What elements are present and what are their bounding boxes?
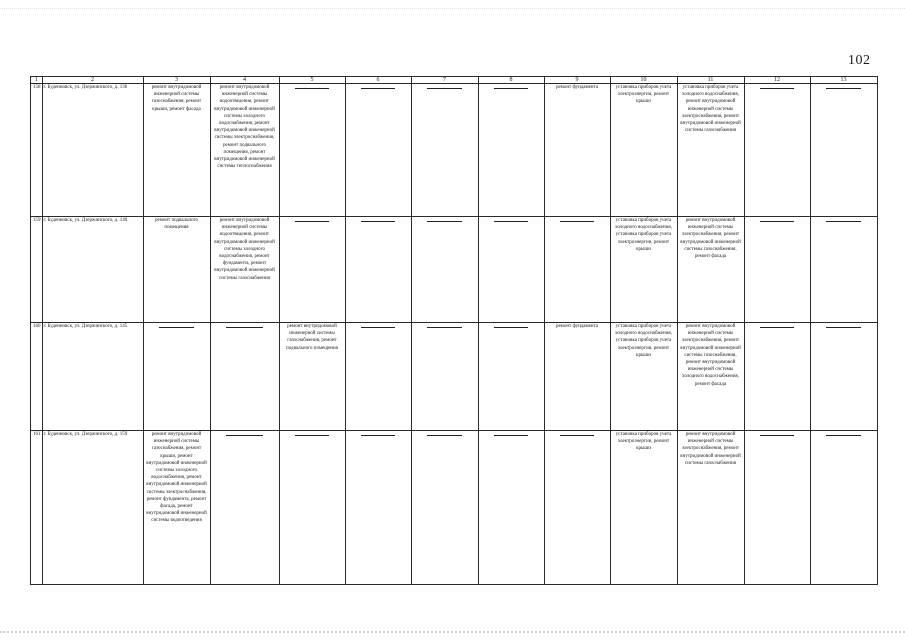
work-cell (210, 323, 279, 431)
empty-dash (427, 221, 462, 222)
column-number: 4 (210, 77, 279, 84)
column-number: 12 (744, 77, 810, 84)
work-cell: ремонт внутридомовой инженерной системы газоснабжения, ремонт крыши, ремонт фасада (143, 84, 210, 217)
work-cell (478, 323, 544, 431)
work-cell (744, 323, 810, 431)
column-number: 1 (31, 77, 43, 84)
empty-dash (226, 435, 262, 436)
empty-dash (361, 88, 396, 89)
work-cell (810, 217, 877, 323)
work-cell (810, 84, 877, 217)
row-number: 158 (31, 84, 43, 217)
work-cell (411, 217, 478, 323)
column-number: 13 (810, 77, 877, 84)
empty-dash (826, 88, 861, 89)
work-cell (744, 217, 810, 323)
row-number: 159 (31, 217, 43, 323)
empty-dash (494, 221, 529, 222)
work-cell: ремонт фундамента (544, 323, 610, 431)
work-cell (411, 431, 478, 585)
work-cell: ремонт фундамента (544, 84, 610, 217)
work-cell (544, 431, 610, 585)
work-cell: ремонт внутридомовой инженерной системы газоснабжения, ремонт крыши, ремонт внутридомовой инженерной системы холодного водоснабжения, ремонт внутридомовой инженерной системы электроснабжения, ремонт фундамента, ремонт фасада, ремонт внутридомовой инженерной системы водоотведения (143, 431, 210, 585)
empty-dash (295, 88, 330, 89)
empty-dash (760, 88, 795, 89)
work-cell (810, 323, 877, 431)
empty-dash (760, 327, 795, 328)
work-cell (345, 217, 411, 323)
empty-dash (295, 435, 330, 436)
work-cell: ремонт внутридомовой инженерной системы электроснабжения, ремонт внутридомовой инженерной системы газоснабжения, ремонт внутридомовой инженерной системы холодного водоснабжения, ремонт фасада (677, 323, 744, 431)
work-cell: установка приборов учета электроэнергии, ремонт крыши (610, 84, 677, 217)
empty-dash (560, 221, 595, 222)
empty-dash (826, 221, 861, 222)
work-cell (345, 323, 411, 431)
empty-dash (826, 327, 861, 328)
empty-dash (560, 435, 595, 436)
empty-dash (826, 435, 861, 436)
work-cell (478, 217, 544, 323)
page-number: 102 (848, 53, 871, 68)
empty-dash (361, 327, 396, 328)
work-cell: установка приборов учета холодного водоснабжения, ремонт внутридомовой инженерной системы электроснабжения, ремонт внутридомовой инженерной системы газоснабжения (677, 84, 744, 217)
address-cell: г. Буденновск, ул. Дзержинского, д. 136 (42, 84, 143, 217)
row-number: 160 (31, 323, 43, 431)
work-cell: ремонт внутридомовой инженерной системы электроснабжения, ремонт внутридомовой инженерной системы газоснабжения (677, 431, 744, 585)
column-number: 8 (478, 77, 544, 84)
empty-dash (427, 435, 462, 436)
table-row (31, 217, 878, 323)
work-cell: установка приборов учета холодного водоснабжения, установка приборов учета электроэнергии, ремонт крыши (610, 323, 677, 431)
work-cell: ремонт внутридомовой инженерной системы электроснабжения, ремонт внутридомовой инженерной системы газоснабжения, ремонт фасада (677, 217, 744, 323)
column-number-row (31, 77, 878, 84)
repair-schedule-table (30, 76, 878, 585)
column-number: 3 (143, 77, 210, 84)
address-cell: г. Буденновск, ул. Дзержинского, д. 140 (42, 217, 143, 323)
work-cell (279, 217, 345, 323)
work-cell: установка приборов учета холодного водоснабжения, установка приборов учета электроэнергии, ремонт крыши (610, 217, 677, 323)
empty-dash (295, 221, 330, 222)
table-row (31, 323, 878, 431)
empty-dash (361, 221, 396, 222)
work-cell (478, 84, 544, 217)
work-cell: установка приборов учета электроэнергии, ремонт крыши (610, 431, 677, 585)
column-number: 11 (677, 77, 744, 84)
empty-dash (494, 435, 529, 436)
work-cell (478, 431, 544, 585)
empty-dash (494, 88, 529, 89)
empty-dash (226, 327, 262, 328)
work-cell: ремонт внутридомовой инженерной системы водоотведения, ремонт внутридомовой инженерной системы холодного водоснабжения, ремонт фундамента, ремонт внутридомовой инженерной системы газоснабжения (210, 217, 279, 323)
empty-dash (427, 327, 462, 328)
work-cell (279, 431, 345, 585)
row-number: 161 (31, 431, 43, 585)
work-cell (744, 431, 810, 585)
work-cell (544, 217, 610, 323)
scan-noise-bottom (0, 631, 905, 634)
column-number: 2 (42, 77, 143, 84)
work-cell: ремонт подвального помещения (143, 217, 210, 323)
empty-dash (361, 435, 396, 436)
work-cell (345, 84, 411, 217)
address-cell: г. Буденновск, ул. Дзержинского, д. 159 (42, 431, 143, 585)
empty-dash (427, 88, 462, 89)
column-number: 9 (544, 77, 610, 84)
empty-dash (159, 327, 194, 328)
empty-dash (760, 435, 795, 436)
work-cell (279, 84, 345, 217)
work-cell (143, 323, 210, 431)
scan-noise-top (0, 8, 905, 10)
table-row (31, 431, 878, 585)
empty-dash (494, 327, 529, 328)
work-cell (411, 84, 478, 217)
column-number: 7 (411, 77, 478, 84)
work-cell (744, 84, 810, 217)
column-number: 5 (279, 77, 345, 84)
empty-dash (760, 221, 795, 222)
column-number: 10 (610, 77, 677, 84)
address-cell: г. Буденновск, ул. Дзержинского, д. 145 (42, 323, 143, 431)
column-number: 6 (345, 77, 411, 84)
work-cell (210, 431, 279, 585)
work-cell (345, 431, 411, 585)
work-cell: ремонт внутридомовой инженерной системы газоснабжения, ремонт подвального помещения (279, 323, 345, 431)
work-cell (810, 431, 877, 585)
work-cell: ремонт внутридомовой инженерной системы водоотведения, ремонт внутридомовой инженерной системы холодного водоснабжения, ремонт внутридомовой инженерной системы электроснабжения, ремонт подвального помещения, ремонт внутридомовой инженерной системы теплоснабжения (210, 84, 279, 217)
work-cell (411, 323, 478, 431)
table-row (31, 84, 878, 217)
